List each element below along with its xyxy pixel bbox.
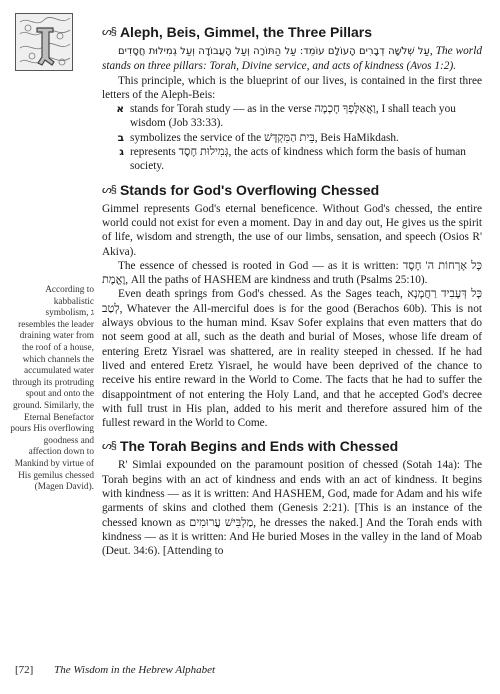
section-heading bbox=[102, 24, 482, 41]
quote-translation: , The world stands on three pillars: Torah, Divine service, and acts of kindness (Avos 1:2). bbox=[102, 45, 482, 73]
body-paragraph: R' Simlai expounded on the paramount position of chessed (Sotah 14a): The Torah begins with an act of kindness and ends with an act of kindness. It begins with kindness — as it is written: And HASHEM, God, made for Adam and his wife garments of skins and clothed them (Genesis 2:21). [This is an instance of the chessed known as מַלְבִּישׁ עֲרוּמִים, he dresses the naked.] And the Torah ends with kindness — as it is written: And He buried Moses in the valley in the land of Moab (Deut. 34:6). [Attending to bbox=[102, 459, 482, 558]
flourish-icon: ᔕ§ bbox=[102, 440, 116, 453]
main-column bbox=[102, 24, 482, 559]
ornament-icon bbox=[16, 14, 73, 71]
section-heading bbox=[102, 182, 482, 199]
margin-note: According to kabbalistic symbolism, ג resembles the leader draining water from the roof of a house, which channels the accumulated water through its protruding spout and onto the ground. Similarly, the Eternal Benefactor pours His overflowing goodness and affection down to Mankind by virtue of His gemilus chessed (Magen David). bbox=[10, 285, 94, 493]
body-paragraph: Even death springs from God's chessed. As the Sages teach, כָּל דְּעָבִיד רַחֲמָנָא לְטַב, Whatever the All-merciful does is for the good (Berachos 60b). This is not always obvious to the human mind. Ksav Sofer explains that even matters that do not seem good at all, such as the death and burial of Moses, whose life dream of entering Eretz Yisrael was shattered, are in reality steeped in chessed. If he had lived and entered Eretz Yisrael, he would have been deprived of the chance to receive his entire reward in the World to Come. The facts that he had to suffer the disappointment of not entering the Holy Land, and that he accepted God's decree with full trust in His plan, added to his merit and therefore assured him of the fullest reward in the World to Come. bbox=[102, 288, 482, 430]
body-paragraph: Gimmel represents God's eternal beneficence. Without God's chessed, the entire world could not exist for even a moment. Day in and day out, He gives us the spirit of life, wisdom and strength, the use of our limbs, sensation, and speech (Osios R' Akiva). bbox=[102, 202, 482, 258]
body-paragraph: The essence of chessed is rooted in God — as it is written: כָּל אָרְחוֹת ה' חֶסֶד וֶאֱמֶת, All the paths of HASHEM are kindness and truth (Psalms 25:10). bbox=[102, 259, 482, 287]
list-item bbox=[102, 145, 482, 174]
hebrew-letter: ג bbox=[119, 146, 124, 159]
page-number: [72] bbox=[15, 664, 34, 676]
running-title: The Wisdom in the Hebrew Alphabet bbox=[54, 664, 216, 676]
hebrew-letter: ב bbox=[117, 131, 124, 144]
list-item bbox=[102, 131, 482, 145]
list-item-text: stands for Torah study — as in the verse וַאֲאַלֶּפְךָ חָכְמָה, I shall teach you wisdom (Job 33:33). bbox=[130, 103, 456, 130]
letter-list bbox=[102, 102, 482, 173]
list-item bbox=[102, 102, 482, 131]
section-title: Stands for God's Overflowing Chessed bbox=[119, 181, 380, 198]
section-heading bbox=[102, 438, 482, 455]
decorative-initial-letter bbox=[15, 13, 73, 71]
opening-quote bbox=[102, 44, 482, 74]
intro-paragraph: This principle, which is the blueprint of our lives, is contained in the first three letters of the Aleph-Beis: bbox=[102, 74, 482, 101]
section-title: The Torah Begins and Ends with Chessed bbox=[119, 438, 399, 455]
hebrew-quote: עַל שְׁלֹשָׁה דְבָרִים הָעוֹלָם עוֹמֵד: עַל הַתּוֹרָה וְעַל הָעֲבוֹדָה וְעַל גְמִילוּת חֲסָדִים bbox=[118, 46, 430, 57]
flourish-icon: ᔕ§ bbox=[102, 26, 116, 38]
section-title: Aleph, Beis, Gimmel, the Three Pillars bbox=[119, 24, 373, 40]
flourish-icon: ᔕ§ bbox=[102, 183, 116, 196]
hebrew-letter: א bbox=[116, 103, 124, 116]
list-item-text: symbolizes the service of the בֵּית הַמִּקְדָּשׁ, Beis HaMikdash. bbox=[130, 131, 399, 144]
list-item-text: represents גְּמִילוּת חֶסֶד, the acts of kindness which form the basis of human society. bbox=[130, 146, 466, 173]
page-footer bbox=[15, 664, 215, 676]
